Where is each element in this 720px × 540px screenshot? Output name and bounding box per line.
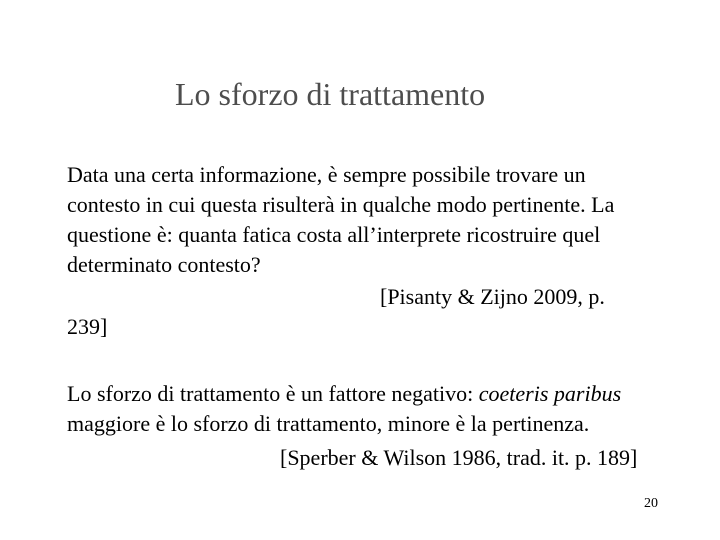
quote-1-line-2: contesto in cui questa risulterà in qualche modo pertinente. La [67,192,615,217]
citation-2: [Sperber & Wilson 1986, trad. it. p. 189] [280,445,638,470]
quote-1-line-3: questione è: quanta fatica costa all’interprete ricostruire quel [67,222,601,247]
quote-2-line-1 [67,379,677,409]
slide-title: Lo sforzo di trattamento [175,76,486,112]
quote-1-line-1: Data una certa informazione, è sempre possibile trovare un [67,162,586,187]
quote-paragraph-2 [67,379,677,439]
quote-1-line-4: determinato contesto? [67,252,261,277]
quote-2-line-2: maggiore è lo sforzo di trattamento, minore è la pertinenza. [67,411,590,436]
quote-2-italic-phrase: coeteris paribus [478,381,622,406]
citation-1: [Pisanty & Zijno 2009, p. [380,284,605,309]
quote-paragraph-1 [67,160,677,280]
citation-1-continued: 239] [67,314,108,339]
quote-2-line-1-text: Lo sforzo di trattamento è un fattore negativo: [67,381,479,406]
page-number: 20 [644,496,658,511]
